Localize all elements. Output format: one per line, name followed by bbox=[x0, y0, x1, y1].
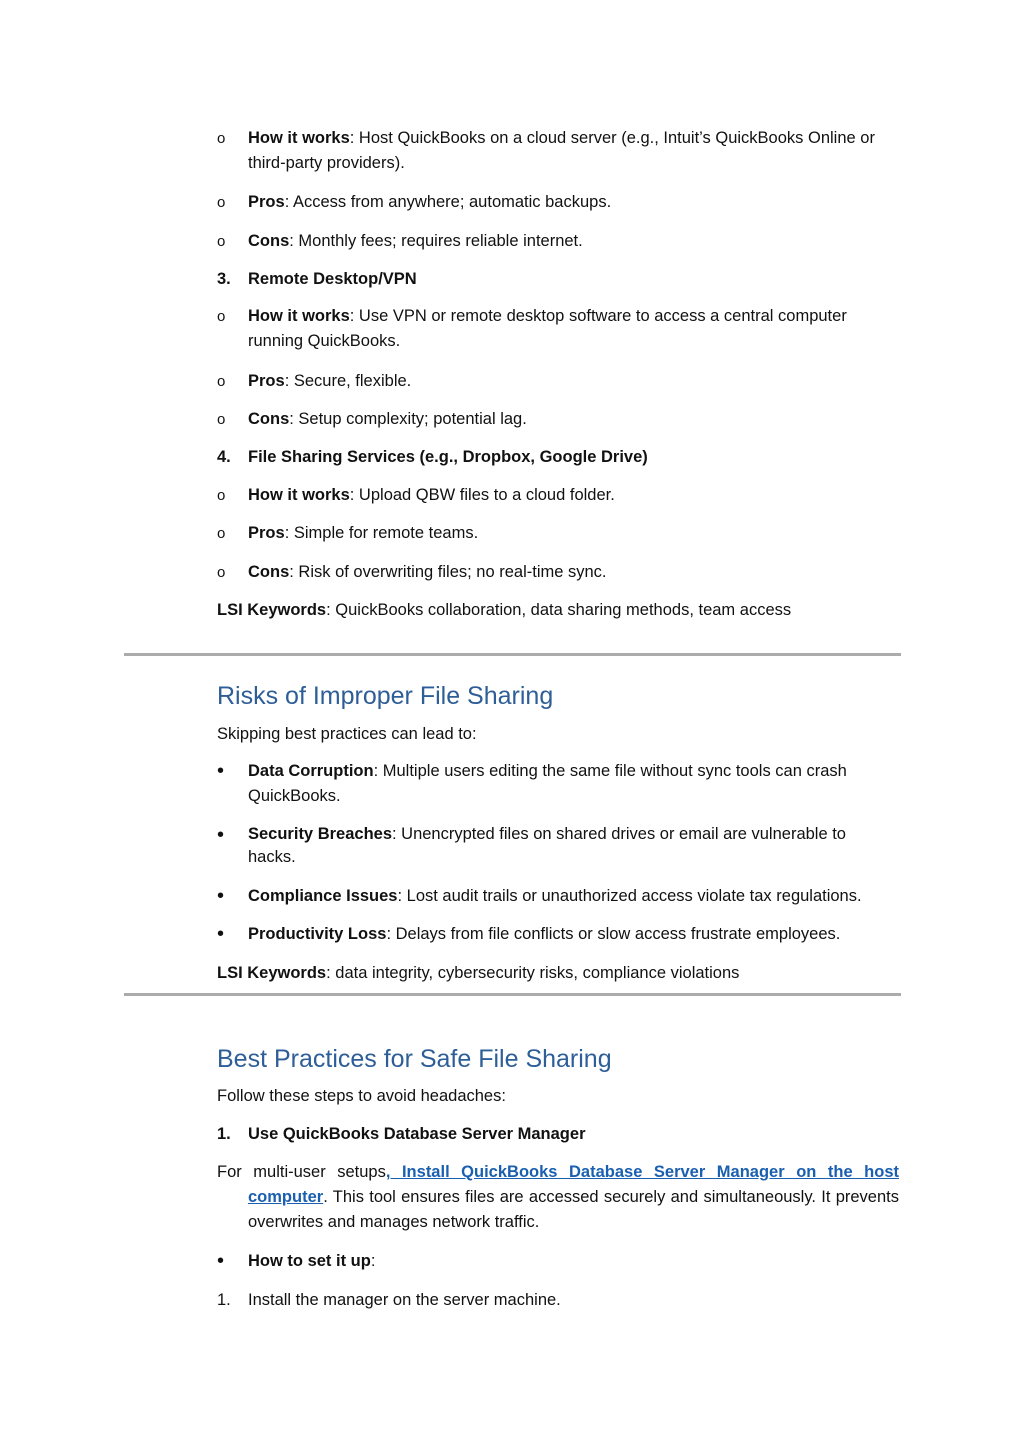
item-text-continued: hacks. bbox=[248, 848, 296, 866]
paragraph-text: For multi-user setups bbox=[217, 1163, 386, 1181]
item-text: : Monthly fees; requires reliable internet. bbox=[289, 232, 583, 250]
item-text-continued: third-party providers). bbox=[248, 154, 405, 172]
circle-bullet-icon: o bbox=[217, 487, 226, 504]
database-server-paragraph bbox=[217, 1160, 899, 1235]
item-label: Data Corruption bbox=[248, 762, 374, 780]
bullet-icon: • bbox=[217, 824, 225, 846]
item-text: : Lost audit trails or unauthorized access violate tax regulations. bbox=[397, 887, 862, 905]
item-text: : Multiple users editing the same file without sync tools can crash bbox=[373, 762, 847, 780]
circle-bullet-icon: o bbox=[217, 233, 226, 250]
list-number: 1. bbox=[217, 1291, 231, 1309]
item-label: Cons bbox=[248, 232, 290, 250]
list-number: 1. bbox=[217, 1125, 231, 1143]
best-practices-intro: Follow these steps to avoid headaches: bbox=[217, 1087, 506, 1105]
install-database-server-manager-link[interactable]: , Install QuickBooks Database Server Manager on the host computer bbox=[248, 1163, 899, 1206]
bullet-icon: • bbox=[217, 1250, 225, 1272]
list-number: 3. bbox=[217, 270, 231, 288]
item-text-continued: running QuickBooks. bbox=[248, 332, 401, 350]
item-label: Pros bbox=[248, 372, 285, 390]
item-text: : Unencrypted files on shared drives or email are vulnerable to bbox=[392, 825, 846, 843]
bullet-icon: • bbox=[217, 760, 225, 782]
circle-bullet-icon: o bbox=[217, 194, 226, 211]
item-text: : Delays from file conflicts or slow access frustrate employees. bbox=[386, 925, 841, 943]
lsi-label: LSI Keywords bbox=[217, 964, 327, 982]
lsi-text: : data integrity, cybersecurity risks, compliance violations bbox=[326, 964, 740, 982]
item-label: Pros bbox=[248, 193, 285, 211]
item-text: : Risk of overwriting files; no real-time sync. bbox=[289, 563, 607, 581]
list-title: Remote Desktop/VPN bbox=[248, 270, 417, 288]
item-label: Pros bbox=[248, 524, 285, 542]
item-label: Compliance Issues bbox=[248, 887, 398, 905]
section-divider bbox=[124, 653, 901, 656]
item-text-continued: QuickBooks. bbox=[248, 787, 341, 805]
circle-bullet-icon: o bbox=[217, 525, 226, 542]
lsi-text: : QuickBooks collaboration, data sharing methods, team access bbox=[326, 601, 792, 619]
risks-heading: Risks of Improper File Sharing bbox=[217, 682, 554, 710]
bullet-icon: • bbox=[217, 885, 225, 907]
circle-bullet-icon: o bbox=[217, 373, 226, 390]
circle-bullet-icon: o bbox=[217, 130, 226, 147]
lsi-keywords-line bbox=[217, 598, 901, 623]
paragraph-text-after: . This tool ensures files are accessed securely and simultaneously. It prevents overwrites and manages network traffic. bbox=[248, 1188, 899, 1231]
item-text: : Simple for remote teams. bbox=[284, 524, 479, 542]
lsi-keywords-line bbox=[217, 961, 901, 986]
best-practices-heading: Best Practices for Safe File Sharing bbox=[217, 1045, 612, 1073]
item-label: How it works bbox=[248, 307, 350, 325]
item-text: : Upload QBW files to a cloud folder. bbox=[349, 486, 615, 504]
item-text: : Use VPN or remote desktop software to access a central computer bbox=[349, 307, 847, 325]
list-title: Use QuickBooks Database Server Manager bbox=[248, 1125, 586, 1143]
item-text: : Host QuickBooks on a cloud server (e.g., Intuit’s QuickBooks Online or bbox=[349, 129, 875, 147]
circle-bullet-icon: o bbox=[217, 308, 226, 325]
item-text: : Setup complexity; potential lag. bbox=[289, 410, 527, 428]
item-text: : bbox=[370, 1252, 376, 1270]
item-label: How to set it up bbox=[248, 1252, 371, 1270]
item-label: How it works bbox=[248, 129, 350, 147]
risks-intro: Skipping best practices can lead to: bbox=[217, 725, 477, 743]
item-label: Cons bbox=[248, 563, 290, 581]
step-text: Install the manager on the server machine. bbox=[248, 1291, 561, 1309]
circle-bullet-icon: o bbox=[217, 564, 226, 581]
item-label: Productivity Loss bbox=[248, 925, 387, 943]
item-text: : Secure, flexible. bbox=[284, 372, 412, 390]
item-text: : Access from anywhere; automatic backups. bbox=[284, 193, 612, 211]
item-label: Security Breaches bbox=[248, 825, 392, 843]
circle-bullet-icon: o bbox=[217, 411, 226, 428]
item-label: How it works bbox=[248, 486, 350, 504]
section-divider bbox=[124, 993, 901, 996]
list-number: 4. bbox=[217, 448, 231, 466]
bullet-icon: • bbox=[217, 923, 225, 945]
list-title: File Sharing Services (e.g., Dropbox, Google Drive) bbox=[248, 448, 648, 466]
lsi-label: LSI Keywords bbox=[217, 601, 327, 619]
item-label: Cons bbox=[248, 410, 290, 428]
